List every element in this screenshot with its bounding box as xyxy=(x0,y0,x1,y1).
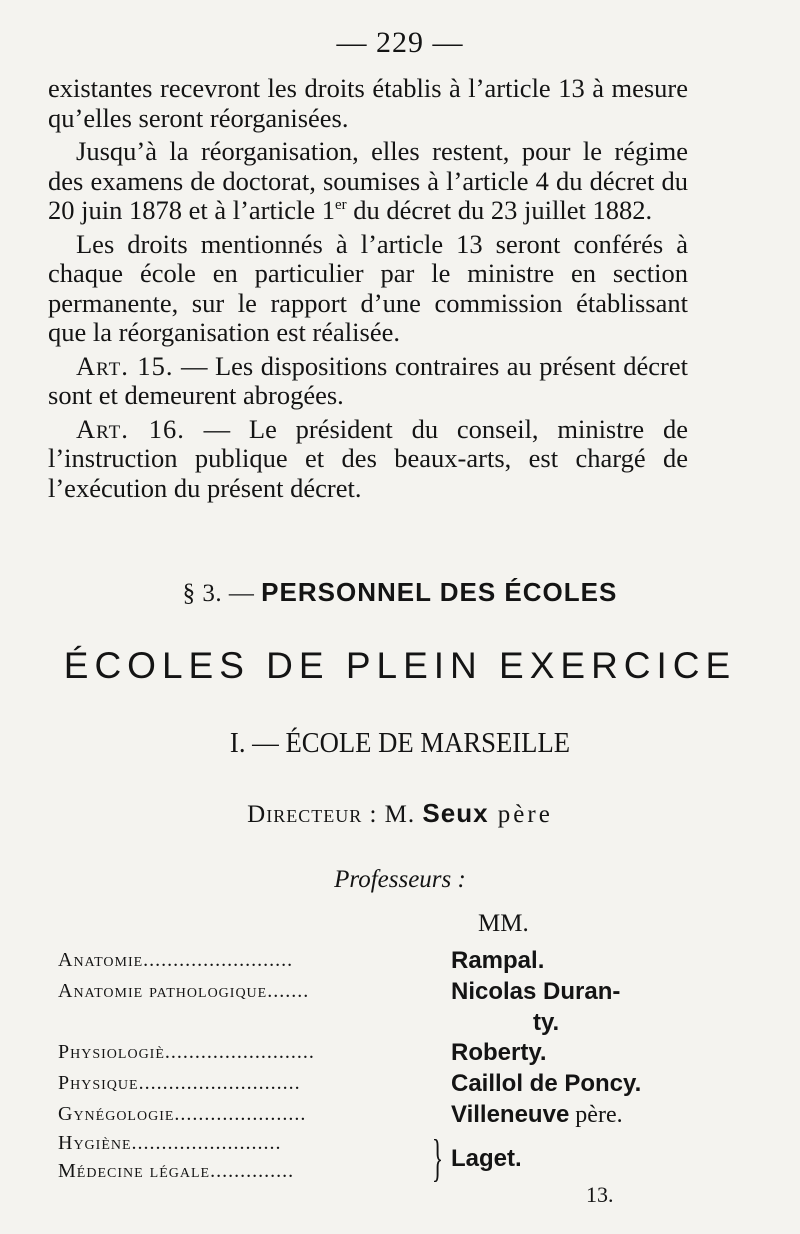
professor: Roberty. xyxy=(451,1039,547,1066)
director-label: Directeur : M. xyxy=(247,801,423,828)
decree-text xyxy=(48,74,688,503)
brace-symbol: } xyxy=(431,1130,444,1187)
professor: ty. xyxy=(533,1009,560,1036)
list-item xyxy=(58,945,738,976)
list-item xyxy=(58,1007,738,1037)
superscript: er xyxy=(335,197,347,214)
list-item xyxy=(58,1099,738,1130)
professor-name: Villeneuve xyxy=(451,1101,570,1128)
subject: Hygiène......................... xyxy=(58,1132,282,1154)
professor xyxy=(451,1099,623,1131)
professor: Laget. xyxy=(451,1145,522,1172)
section-prefix: § 3. — xyxy=(182,580,262,607)
paragraph-text: du décret du 23 juillet 1882. xyxy=(346,195,653,225)
subject: Gynégologie...................... xyxy=(58,1103,307,1125)
list-item xyxy=(58,1068,738,1099)
article-15 xyxy=(48,352,688,411)
grouped-item xyxy=(58,1130,738,1188)
list-item xyxy=(58,976,738,1007)
director-suffix: père xyxy=(488,801,553,828)
professor: Rampal. xyxy=(451,947,545,974)
subject: Anatomie......................... xyxy=(58,949,294,971)
school-heading: I. — ÉCOLE DE MARSEILLE xyxy=(229,727,571,759)
professors-label: Professeurs : xyxy=(334,866,466,893)
article-text: — Le président du conseil, ministre de l’instruction publique et des beaux-arts, est chargé de l’exécution du présent décret. xyxy=(48,413,688,503)
paragraph-text: Jusqu’à la réorganisation, elles restent, pour le régime des examens de doctorat, soumises à l’article 4 du décret du 20 juin 1878 et à l’article 1 xyxy=(48,136,688,225)
main-heading: ÉCOLES DE PLEIN EXERCICE xyxy=(63,645,737,686)
signature-mark: 13. xyxy=(586,1182,614,1207)
professor: Caillol de Poncy. xyxy=(451,1070,642,1097)
subject: Anatomie pathologique....... xyxy=(58,980,310,1002)
director-name: Seux xyxy=(422,798,489,828)
article-text: — Les dispositions contraires au présent décret sont et demeurent abrogées. xyxy=(48,350,688,410)
faculty-list xyxy=(58,945,738,1188)
article-16 xyxy=(48,415,688,504)
list-item xyxy=(58,1037,738,1068)
subject: Médecine légale.............. xyxy=(58,1160,295,1182)
mm-label: MM. xyxy=(478,910,529,937)
section-heading xyxy=(0,577,800,608)
paragraph: existantes recevront les droits établis à l’article 13 à mesure qu’elles seront réorganisées. xyxy=(48,73,688,133)
director-line xyxy=(0,798,800,829)
page-number: — 229 — xyxy=(336,26,464,59)
professor-suffix: père. xyxy=(569,1102,623,1128)
article-label: Art. 16. xyxy=(76,413,185,444)
professor: Nicolas Duran- xyxy=(451,978,621,1005)
subject: Physiologiè......................... xyxy=(58,1041,315,1063)
subject: Physique........................... xyxy=(58,1072,301,1094)
section-title: PERSONNEL DES ÉCOLES xyxy=(261,577,618,607)
article-label: Art. 15. xyxy=(76,350,174,381)
paragraph xyxy=(48,137,688,226)
paragraph: Les droits mentionnés à l’article 13 seront conférés à chaque école en particulier par le ministre en section permanente, sur le rapport d’une commission établissant que la réorganisation est réalisée. xyxy=(48,228,688,347)
